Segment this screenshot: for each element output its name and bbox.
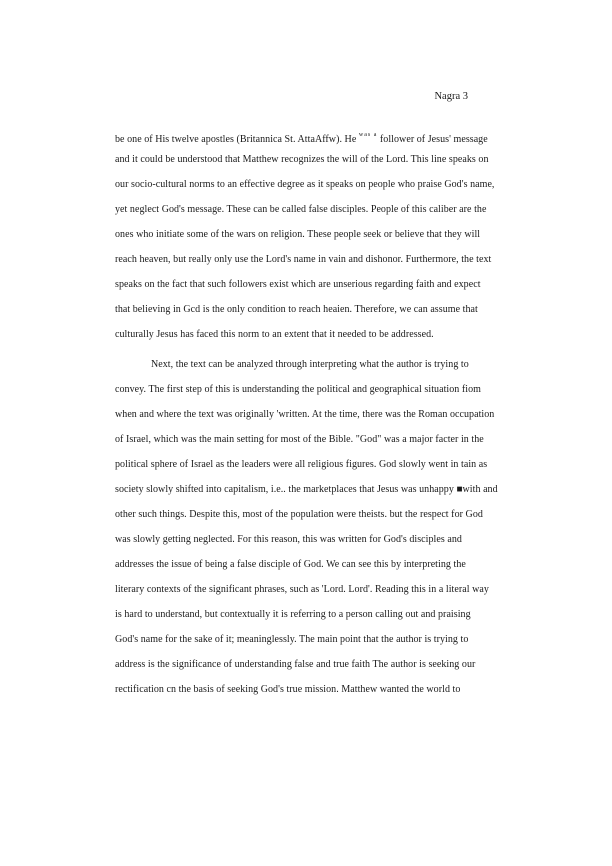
page-header: [434, 91, 468, 103]
paragraph-1-line-7: speaks on the fact that such followers exist which are unserious regarding faith and expect: [115, 279, 481, 290]
paragraph-2-line-6: society slowly shifted into capitalism, i.e.. the marketplaces that Jesus was unhappy ■with and: [115, 484, 498, 495]
paragraph-2-line-14: rectification cn the basis of seeking God's true mission. Matthew wanted the world to: [115, 684, 461, 695]
paragraph-2-line-4: of Israel, which was the main setting for most of the Bible. "God" was a major facter in the: [115, 434, 484, 445]
page-number-label: Nagra 3: [434, 91, 468, 102]
paragraph-2-line-9: addresses the issue of being a false disciple of God. We can see this by interpreting the: [115, 559, 466, 570]
paragraph-2-line-12: God's name for the sake of it; meaninglessly. The main point that the author is trying to: [115, 634, 469, 645]
paragraph-2-line-11: is hard to understand, but contextually it is referring to a person calling out and praising: [115, 609, 471, 620]
paragraph-2-line-3: when and where the text was originally 'written. At the time, there was the Roman occupation: [115, 409, 495, 420]
paragraph-1-line-5: ones who initiate some of the wars on religion. These people seek or believe that they will: [115, 229, 481, 240]
paragraph-1-line-6: reach heaven, but really only use the Lord's name in vain and dishonor. Furthermore, the text: [115, 254, 492, 265]
paragraph-1-line-4: yet neglect God's message. These can be called false disciples. People of this caliber are the: [115, 204, 487, 215]
paragraph-2-line-7: other such things. Despite this, most of the population were theists. but the respect for God: [115, 509, 483, 520]
superscript-insertion: was a: [358, 132, 378, 138]
line-text: follower of Jesus' message: [377, 134, 488, 145]
paragraph-1-line-8: that believing in Gcd is the only condition to reach heaien. Therefore, we can assume that: [115, 304, 478, 315]
paragraph-1-line-9: culturally Jesus has faced this norm to an extent that it needed to be addressed.: [115, 329, 434, 340]
paragraph-2-line-10: literary contexts of the significant phrases, such as 'Lord. Lord'. Reading this in a literal way: [115, 584, 489, 595]
paragraph-1-line-3: our socio-cultural norms to an effective degree as it speaks on people who praise God's name,: [115, 179, 495, 190]
paragraph-2-line-1: Next, the text can be analyzed through interpreting what the author is trying to: [151, 359, 469, 370]
paragraph-2-line-2: convey. The first step of this is understanding the political and geographical situation fiom: [115, 384, 481, 395]
paragraph-1-line-1: [115, 128, 497, 147]
line-text: be one of His twelve apostles (Britannica St. AttaAffw). He: [115, 134, 359, 145]
paragraph-1-line-2: and it could be understood that Matthew recognizes the will of the Lord. This line speaks on: [115, 154, 489, 165]
paragraph-2-line-8: was slowly getting neglected. For this reason, this was written for God's disciples and: [115, 534, 462, 545]
paragraph-2-line-5: political sphere of Israel as the leaders were all religious figures. God slowly went in tain as: [115, 459, 488, 470]
paragraph-2-line-13: address is the significance of understanding false and true faith The author is seeking our: [115, 659, 476, 670]
